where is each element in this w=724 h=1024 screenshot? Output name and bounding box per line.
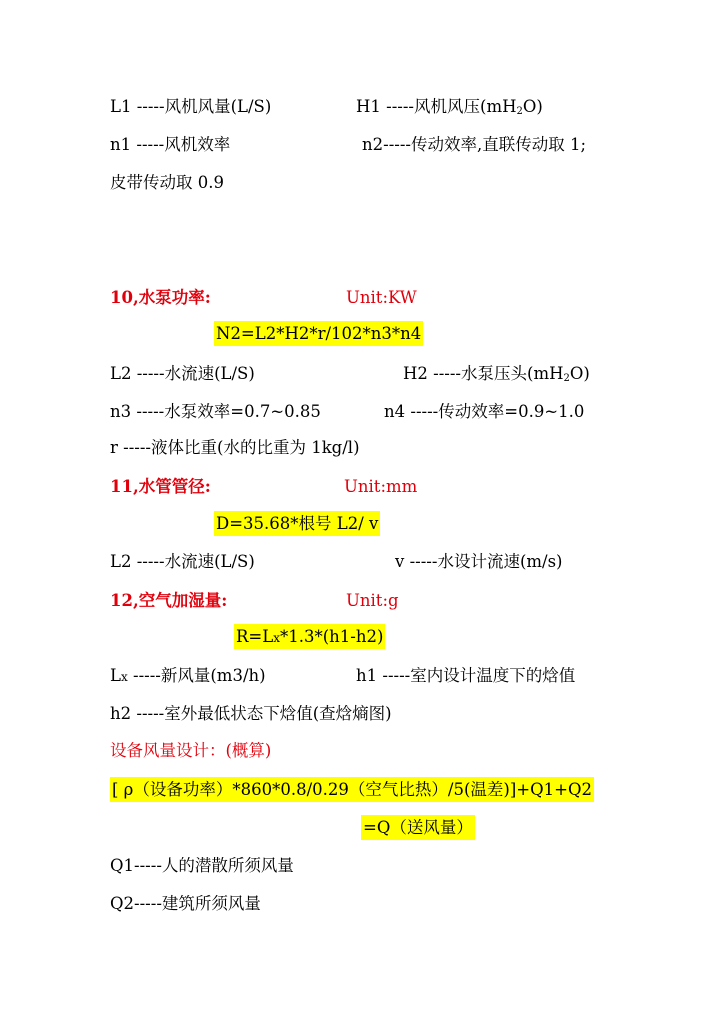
h1-definition-tail: O) <box>522 97 543 116</box>
section-10-title: 10,水泵功率: <box>110 288 211 307</box>
equipment-formula-line-2-text: =Q（送风量） <box>361 815 475 840</box>
section-12-title: 12,空气加湿量: <box>110 591 228 610</box>
equipment-formula-line-1 <box>110 779 594 801</box>
equipment-formula-line-1-text: [ ρ（设备功率）*860*0.8/0.29（空气比热）/5(温差)]+Q1+Q2 <box>110 777 594 802</box>
section-11-v-definition: v -----水设计流速(m/s) <box>395 552 563 571</box>
h2-definition-tail: O) <box>569 364 590 383</box>
lx-subscript: x <box>120 670 128 684</box>
q2-definition: Q2-----建筑所须风量 <box>110 894 261 913</box>
n2-continuation: 皮带传动取 0.9 <box>110 173 224 192</box>
n2-definition: n2-----传动效率,直联传动取 1; <box>362 135 587 154</box>
section-10-r-definition: r -----液体比重(水的比重为 1kg/l) <box>110 438 360 457</box>
section-12-h1-definition: h1 -----室内设计温度下的焓值 <box>356 666 576 685</box>
formula-r-rhs: *1.3*(h1-h2) <box>280 627 384 646</box>
section-11-title: 11,水管管径: <box>110 477 211 496</box>
section-10-n3-definition: n3 -----水泵效率=0.7~0.85 <box>110 402 321 421</box>
n1-definition: n1 -----风机效率 <box>110 135 231 154</box>
section-11-formula <box>214 513 380 535</box>
section-10-n4-definition: n4 -----传动效率=0.9~1.0 <box>384 402 585 421</box>
section-12-h2-definition: h2 -----室外最低状态下焓值(查焓熵图) <box>110 704 392 723</box>
section-11-formula-text: D=35.68*根号 L2/ v <box>214 511 380 536</box>
section-10-h2-definition <box>403 363 590 385</box>
equipment-formula-line-2 <box>361 817 475 839</box>
section-12-formula-highlight <box>234 624 385 649</box>
h2-definition-text: H2 -----水泵压头(mH <box>403 364 564 383</box>
h1-subscript: 2 <box>516 106 523 117</box>
formula-r-lhs: R=L <box>236 627 274 646</box>
section-11-unit: Unit:mm <box>344 477 418 496</box>
h2-subscript: 2 <box>563 373 570 384</box>
l1-definition: L1 -----风机风量(L/S) <box>110 97 272 116</box>
h1-definition <box>356 96 543 118</box>
section-10-formula-text: N2=L2*H2*r/102*n3*n4 <box>214 321 423 346</box>
equipment-title: 设备风量设计：(概算) <box>110 741 272 760</box>
q1-definition: Q1-----人的潜散所须风量 <box>110 856 294 875</box>
h1-definition-text: H1 -----风机风压(mH <box>356 97 517 116</box>
formula-x-subscript: x <box>273 631 280 645</box>
section-10-unit: Unit:KW <box>346 288 417 307</box>
section-10-formula <box>214 323 423 345</box>
section-12-formula <box>234 626 385 649</box>
section-10-l2-definition: L2 -----水流速(L/S) <box>110 364 255 383</box>
section-12-unit: Unit:g <box>346 591 399 610</box>
section-11-l2-definition: L2 -----水流速(L/S) <box>110 552 255 571</box>
lx-definition-text: -----新风量(m3/h) <box>127 666 266 685</box>
lx-letter: L <box>110 666 121 685</box>
section-12-lx-definition <box>110 665 266 688</box>
